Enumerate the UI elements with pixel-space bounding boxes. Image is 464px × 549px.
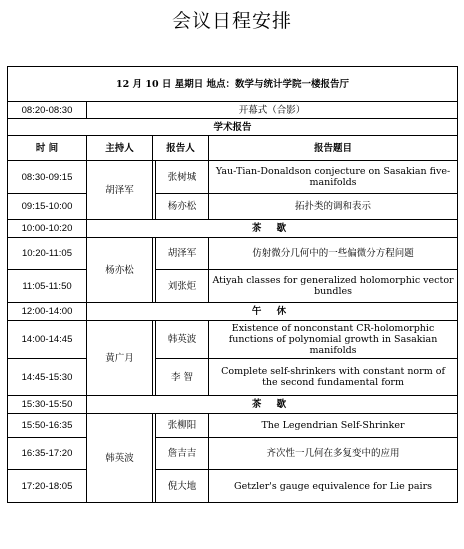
table-row xyxy=(8,161,458,194)
talk-time: 08:30-09:15 xyxy=(8,161,87,194)
talk-speaker: 詹吉吉 xyxy=(156,438,209,470)
talk-speaker: 倪大地 xyxy=(156,470,209,503)
column-header-time: 时 间 xyxy=(8,136,87,161)
column-header-speaker: 报告人 xyxy=(153,136,209,161)
table-row xyxy=(8,238,458,270)
talk-topic: 齐次性一几何在多复变中的应用 xyxy=(209,438,458,470)
opening-label: 开幕式（合影） xyxy=(87,102,458,119)
table-row xyxy=(8,414,458,438)
break-label: 午 休 xyxy=(87,303,458,321)
session-chair: 韩英波 xyxy=(87,414,153,503)
break-time: 12:00-14:00 xyxy=(8,303,87,321)
table-row xyxy=(8,359,458,396)
talk-speaker: 李 智 xyxy=(156,359,209,396)
schedule-table xyxy=(7,66,458,503)
talk-topic: 仿射微分几何中的一些偏微分方程问题 xyxy=(209,238,458,270)
talk-time: 11:05-11:50 xyxy=(8,270,87,303)
talk-speaker: 刘张炬 xyxy=(156,270,209,303)
talk-topic: Complete self-shrinkers with constant norm of the second fundamental form xyxy=(209,359,458,396)
break-label: 茶 歇 xyxy=(87,396,458,414)
session-chair: 胡泽军 xyxy=(87,161,153,220)
table-row xyxy=(8,438,458,470)
break-label: 茶 歇 xyxy=(87,220,458,238)
talk-time: 16:35-17:20 xyxy=(8,438,87,470)
talk-time: 14:45-15:30 xyxy=(8,359,87,396)
break-time: 10:00-10:20 xyxy=(8,220,87,238)
talk-time: 14:00-14:45 xyxy=(8,321,87,359)
table-row xyxy=(8,194,458,220)
session-chair: 杨亦松 xyxy=(87,238,153,303)
column-header-chair: 主持人 xyxy=(87,136,153,161)
talk-speaker: 张树城 xyxy=(156,161,209,194)
table-row xyxy=(8,396,458,414)
talk-topic: Atiyah classes for generalized holomorphic vector bundles xyxy=(209,270,458,303)
table-row xyxy=(8,303,458,321)
section-title: 学术报告 xyxy=(8,119,458,136)
talk-topic: The Legendrian Self-Shrinker xyxy=(209,414,458,438)
table-row xyxy=(8,220,458,238)
talk-time: 17:20-18:05 xyxy=(8,470,87,503)
talk-topic: 拓扑类的调和表示 xyxy=(209,194,458,220)
talk-topic: Getzler's gauge equivalence for Lie pairs xyxy=(209,470,458,503)
column-header-topic: 报告题目 xyxy=(209,136,458,161)
opening-time: 08:20-08:30 xyxy=(8,102,87,119)
table-row xyxy=(8,270,458,303)
talk-speaker: 韩英波 xyxy=(156,321,209,359)
talk-speaker: 胡泽军 xyxy=(156,238,209,270)
session-chair: 黄广月 xyxy=(87,321,153,396)
talk-time: 15:50-16:35 xyxy=(8,414,87,438)
talk-topic: Yau-Tian-Donaldson conjecture on Sasakian five-manifolds xyxy=(209,161,458,194)
page-title: 会议日程安排 xyxy=(171,10,292,32)
talk-speaker: 杨亦松 xyxy=(156,194,209,220)
talk-time: 10:20-11:05 xyxy=(8,238,87,270)
table-row xyxy=(8,321,458,359)
talk-topic: Existence of nonconstant CR-holomorphic functions of polynomial growth in Sasakian manifolds xyxy=(209,321,458,359)
talk-speaker: 张柳阳 xyxy=(156,414,209,438)
date-location-header: 12 月 10 日 星期日 地点：数学与统计学院一楼报告厅 xyxy=(8,67,458,102)
talk-time: 09:15-10:00 xyxy=(8,194,87,220)
break-time: 15:30-15:50 xyxy=(8,396,87,414)
table-row xyxy=(8,470,458,503)
